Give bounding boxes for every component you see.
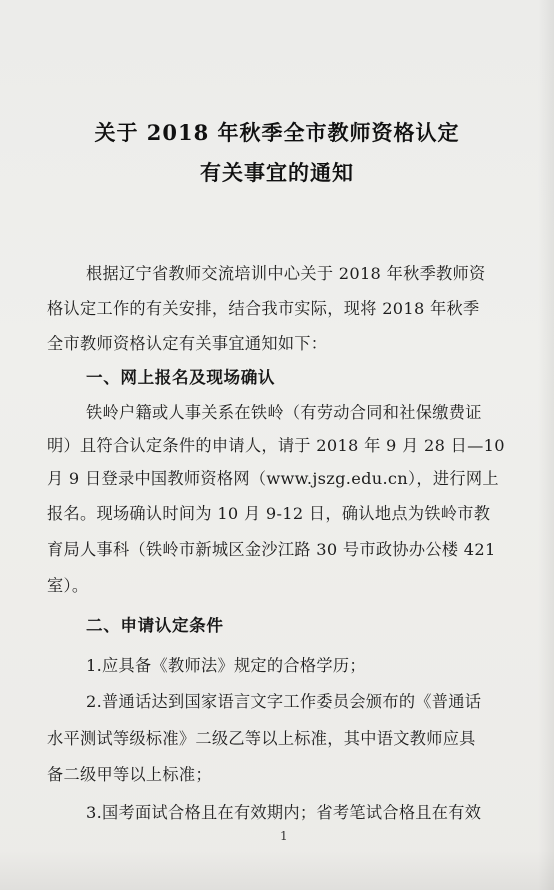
document-title-line-2: 有关事宜的通知	[200, 160, 354, 185]
section-1-line-2: 明）且符合认定条件的申请人，请于 2018 年 9 月 28 日—10	[47, 436, 505, 455]
section-1-line-3: 月 9 日登录中国教师资格网（www.jszg.edu.cn），进行网上	[47, 469, 499, 488]
section-1-line-4: 报名。现场确认时间为 10 月 9-12 日，确认地点为铁岭市教	[47, 504, 491, 523]
page-number: 1	[280, 829, 288, 843]
section-1-line-6: 室）。	[47, 576, 89, 595]
section-2-item-2-line-2: 水平测试等级标准》二级乙等以上标准，其中语文教师应具	[47, 729, 476, 748]
section-1-line-1: 铁岭户籍或人事关系在铁岭（有劳动合同和社保缴费证	[86, 403, 482, 422]
intro-line-1: 根据辽宁省教师交流培训中心关于 2018 年秋季教师资	[86, 264, 486, 283]
section-2-heading: 二、申请认定条件	[86, 615, 224, 635]
intro-line-2: 格认定工作的有关安排，结合我市实际，现将 2018 年秋季	[47, 299, 480, 318]
section-2-item-3-line-1: 3.国考面试合格且在有效期内；省考笔试合格且在有效	[86, 803, 482, 822]
section-1-line-5: 育局人事科（铁岭市新城区金沙江路 30 号市政协办公楼 421	[47, 540, 496, 559]
document-title-line-1: 关于 2018 年秋季全市教师资格认定	[94, 120, 460, 145]
section-1-heading: 一、网上报名及现场确认	[86, 367, 276, 387]
section-2-item-2-line-3: 备二级甲等以上标准；	[47, 765, 212, 784]
section-2-item-2-line-1: 2.普通话达到国家语言文字工作委员会颁布的《普通话	[86, 692, 482, 711]
intro-line-3: 全市教师资格认定有关事宜通知如下：	[47, 334, 328, 353]
section-2-item-1: 1.应具备《教师法》规定的合格学历；	[86, 656, 366, 675]
